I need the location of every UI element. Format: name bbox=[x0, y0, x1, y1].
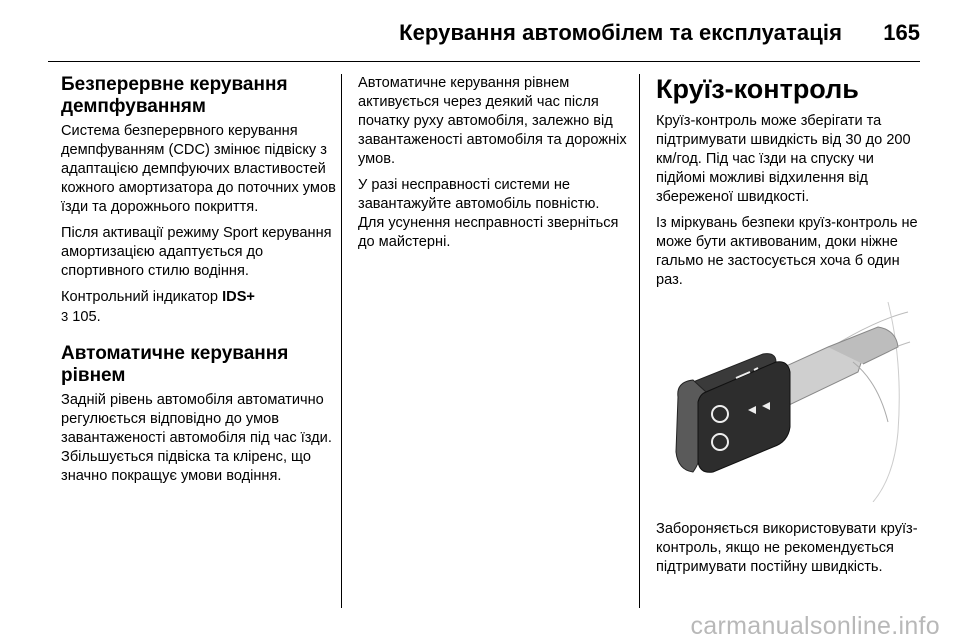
section-heading-level-control: Автоматичне керування рівнем bbox=[61, 343, 289, 386]
paragraph-cruise-1: Круїз-контроль може зберігати та підтримувати швидкість від 30 до 200 км/год. Під час їзди на спуску чи підйомі можливі відхилення від збереженої швидкості. bbox=[656, 113, 911, 205]
column-1 bbox=[61, 74, 336, 493]
paragraph-cdc-3 bbox=[61, 288, 336, 327]
cruise-control-lever-figure bbox=[658, 302, 914, 502]
paragraph-level-2: Автоматичне керування рівнем активується через деякий час після початку руху автомобіля, залежно від завантаженості автомобіля та дорожніх умов. bbox=[358, 75, 627, 167]
paragraph-level-1: Задній рівень автомобіля автоматично регулюється відповідно до умов завантаженості автомобіля під час їзди. Збільшується підвіска та кліренс, що значно покращує умови водіння. bbox=[61, 392, 332, 484]
column-divider-2 bbox=[639, 74, 640, 608]
paragraph-cruise-2: Із міркувань безпеки круїз-контроль не може бути активованим, доки ніжне гальмо не застосується хоча б один раз. bbox=[656, 215, 918, 288]
page-header bbox=[0, 0, 960, 62]
paragraph-level-3: У разі несправності системи не завантажуйте автомобіль повністю. Для усунення несправності зверніться до майстерні. bbox=[358, 177, 619, 250]
section-heading-cdc: Безперервне керування демпфуванням bbox=[61, 74, 288, 117]
column-divider-1 bbox=[341, 74, 342, 608]
header-rule bbox=[48, 61, 920, 62]
page-ref-symbol: 3 bbox=[61, 309, 69, 324]
column-2 bbox=[358, 74, 628, 259]
indicator-text: Контрольний індикатор bbox=[61, 289, 223, 305]
page-number: 165 bbox=[883, 20, 920, 45]
paragraph-cdc-2: Після активації режиму Sport керування амортизацією адаптується до спортивного стилю водіння. bbox=[61, 225, 332, 279]
watermark: carmanualsonline.info bbox=[690, 612, 940, 640]
column-3 bbox=[656, 74, 926, 584]
page-ref-link[interactable]: 105. bbox=[68, 309, 101, 325]
paragraph-cdc-1: Система безперервного керування демпфуванням (CDC) змінює підвіску з адаптацією демпфуючих властивостей кожного амортизатора до поточних умов їзди та дорожнього покриття. bbox=[61, 123, 336, 215]
indicator-name: IDS+ bbox=[222, 289, 255, 305]
paragraph-cruise-3: Забороняється використовувати круїз-контроль, якщо не рекомендується підтримувати постійну швидкість. bbox=[656, 521, 918, 575]
cruise-control-lever-icon bbox=[658, 302, 914, 502]
header-title: Керування автомобілем та експлуатація bbox=[399, 20, 842, 45]
section-heading-cruise-control: Круїз-контроль bbox=[656, 74, 859, 104]
